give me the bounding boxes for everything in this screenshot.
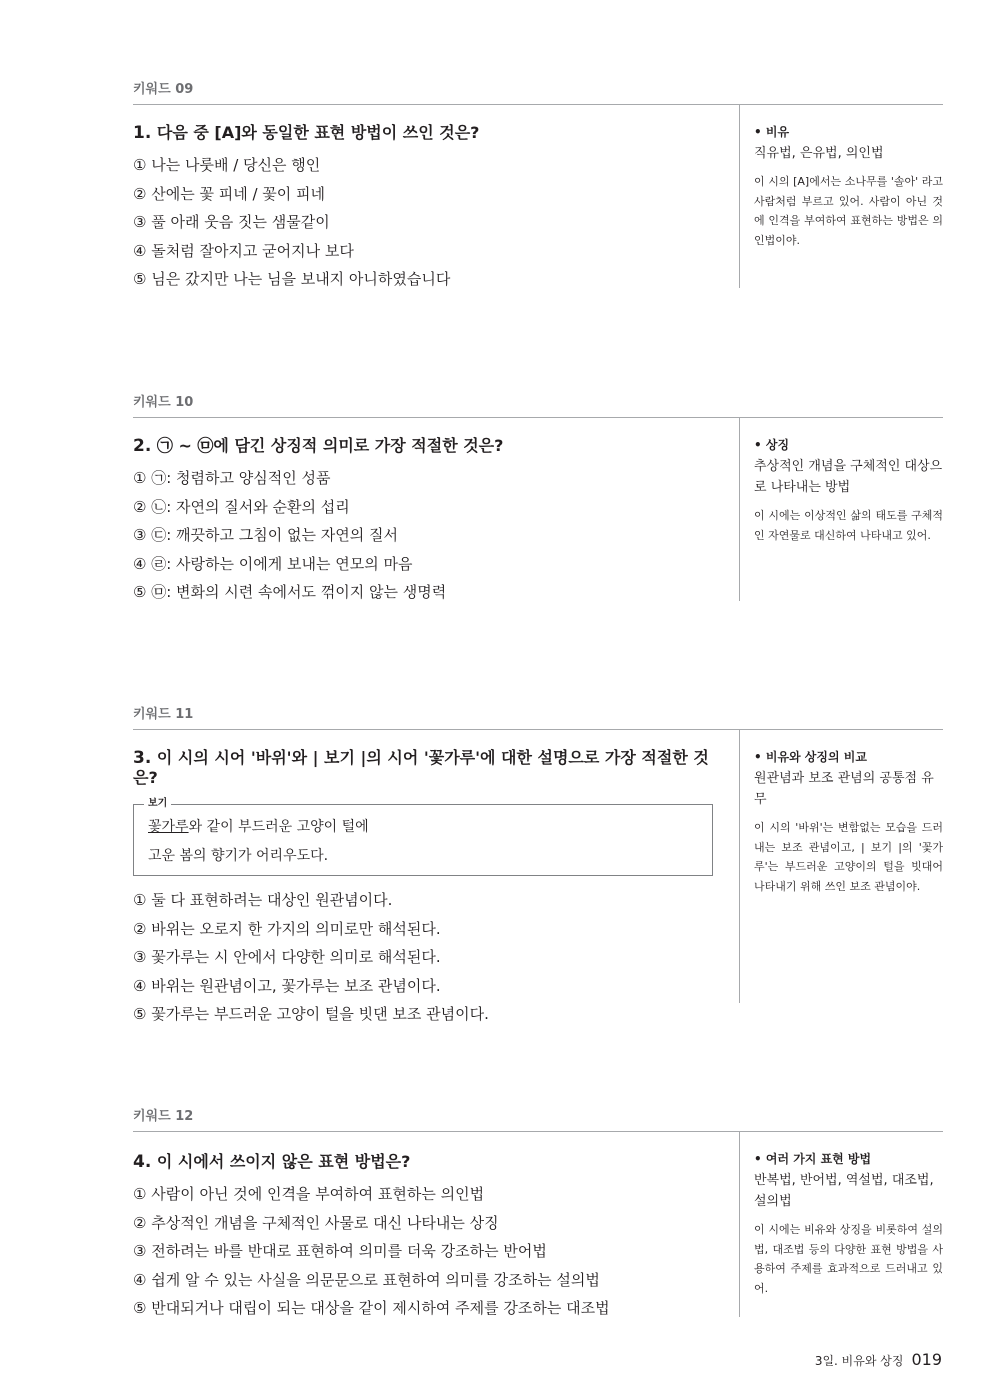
option-1[interactable]: ① 둘 다 표현하려는 대상인 원관념이다. bbox=[133, 891, 393, 909]
option-1[interactable]: ① 사람이 아닌 것에 인격을 부여하여 표현하는 의인법 bbox=[133, 1185, 485, 1203]
option-5[interactable]: ⑤ 꽃가루는 부드러운 고양이 털을 빗댄 보조 관념이다. bbox=[133, 1005, 489, 1023]
question-title bbox=[133, 1152, 733, 1172]
side-note-title: • 비유와 상징의 비교 bbox=[754, 750, 867, 764]
question-title bbox=[133, 436, 733, 456]
example-box-content bbox=[134, 805, 712, 871]
question-number: 4. bbox=[133, 1152, 152, 1172]
question-text: 이 시의 시어 '바위'와 | 보기 |의 시어 '꽃가루'에 대한 설명으로 가장 적절한 것은? bbox=[133, 748, 709, 787]
side-note-title: • 비유 bbox=[754, 125, 790, 139]
option-list bbox=[133, 1180, 733, 1323]
question-title bbox=[133, 748, 733, 788]
section-keyword-09 bbox=[133, 80, 943, 288]
underlined-word: 꽃가루 bbox=[148, 819, 189, 835]
side-note-panel bbox=[739, 418, 943, 601]
option-2[interactable]: ② 바위는 오로지 한 가지의 의미로만 해석된다. bbox=[133, 919, 441, 938]
option-2[interactable]: ② 산에는 꽃 피네 / 꽃이 피네 bbox=[133, 184, 326, 203]
side-note-text: 이 시에는 이상적인 삶의 태도를 구체적인 자연물로 대신하여 나타내고 있어. bbox=[754, 509, 943, 542]
example-line-2: 고운 봄의 향기가 어리우도다. bbox=[148, 848, 329, 864]
side-note-subtitle: 직유법, 은유법, 의인법 bbox=[754, 146, 884, 161]
example-line-1 bbox=[134, 813, 712, 842]
side-note-text: 이 시의 [A]에서는 소나무를 '솔아' 라고 사람처럼 부르고 있어. 사람이 아닌 것에 인격을 부여하여 표현하는 방법은 의인법이야. bbox=[754, 175, 943, 247]
question-number: 2. bbox=[133, 436, 152, 456]
option-list bbox=[133, 886, 733, 1029]
question-number: 1. bbox=[133, 123, 152, 143]
option-4[interactable]: ④ 쉽게 알 수 있는 사실을 의문문으로 표현하여 의미를 강조하는 설의법 bbox=[133, 1270, 600, 1289]
section-keyword-11 bbox=[133, 705, 943, 1023]
example-box bbox=[133, 798, 713, 876]
question-number: 3. bbox=[133, 748, 152, 768]
side-note-subtitle: 추상적인 개념을 구체적인 대상으로 나타내는 방법 bbox=[754, 459, 943, 495]
side-note-panel bbox=[739, 1132, 943, 1317]
page-number: 019 bbox=[911, 1350, 942, 1369]
question-title bbox=[133, 123, 733, 143]
example-line-1-rest: 와 같이 부드러운 고양이 털에 bbox=[188, 819, 369, 835]
option-2[interactable]: ② 추상적인 개념을 구체적인 사물로 대신 나타내는 상징 bbox=[133, 1213, 499, 1232]
option-3[interactable]: ③ 풀 아래 웃음 짓는 샘물같이 bbox=[133, 213, 330, 231]
side-note-text: 이 시에는 비유와 상징을 비롯하여 설의법, 대조법 등의 다양한 표현 방법을 사용하여 주제를 효과적으로 드러내고 있어. bbox=[754, 1223, 943, 1295]
question-main bbox=[133, 123, 733, 294]
chapter-label: 3일. 비유와 상징 bbox=[814, 1354, 904, 1368]
example-box-label: 보기 bbox=[144, 797, 171, 811]
question-text: 이 시에서 쓰이지 않은 표현 방법은? bbox=[156, 1152, 411, 1171]
option-3[interactable]: ③ ㉢: 깨끗하고 그침이 없는 자연의 질서 bbox=[133, 526, 398, 544]
question-main bbox=[133, 1152, 733, 1323]
option-4[interactable]: ④ 바위는 원관념이고, 꽃가루는 보조 관념이다. bbox=[133, 976, 441, 995]
side-note-title: • 상징 bbox=[754, 438, 790, 452]
section-keyword-10 bbox=[133, 393, 943, 601]
question-text: 다음 중 [A]와 동일한 표현 방법이 쓰인 것은? bbox=[156, 123, 480, 142]
question-text: ㉠ ~ ㉤에 담긴 상징적 의미로 가장 적절한 것은? bbox=[156, 436, 504, 455]
option-4[interactable]: ④ ㉣: 사랑하는 이에게 보내는 연모의 마음 bbox=[133, 554, 413, 573]
option-4[interactable]: ④ 돌처럼 잘아지고 굳어지나 보다 bbox=[133, 241, 354, 260]
keyword-label: 키워드 11 bbox=[133, 705, 943, 730]
option-list bbox=[133, 151, 733, 294]
option-3[interactable]: ③ 꽃가루는 시 안에서 다양한 의미로 해석된다. bbox=[133, 948, 441, 966]
side-note-panel bbox=[739, 105, 943, 288]
option-5[interactable]: ⑤ 님은 갔지만 나는 님을 보내지 아니하였습니다 bbox=[133, 270, 451, 288]
side-note-subtitle: 원관념과 보조 관념의 공통점 유무 bbox=[754, 771, 934, 807]
option-5[interactable]: ⑤ 반대되거나 대립이 되는 대상을 같이 제시하여 주제를 강조하는 대조법 bbox=[133, 1299, 610, 1317]
question-main bbox=[133, 748, 733, 1029]
keyword-label: 키워드 09 bbox=[133, 80, 943, 105]
option-3[interactable]: ③ 전하려는 바를 반대로 표현하여 의미를 더욱 강조하는 반어법 bbox=[133, 1242, 547, 1260]
option-2[interactable]: ② ㉡: 자연의 질서와 순환의 섭리 bbox=[133, 497, 350, 516]
side-note-title: • 여러 가지 표현 방법 bbox=[754, 1152, 872, 1166]
option-1[interactable]: ① ㉠: 청렴하고 양심적인 성품 bbox=[133, 469, 331, 487]
option-5[interactable]: ⑤ ㉤: 변화의 시련 속에서도 꺾이지 않는 생명력 bbox=[133, 583, 447, 601]
keyword-label: 키워드 10 bbox=[133, 393, 943, 418]
section-keyword-12 bbox=[133, 1107, 943, 1317]
side-note-panel bbox=[739, 730, 943, 1003]
page-footer bbox=[815, 1350, 942, 1369]
keyword-label: 키워드 12 bbox=[133, 1107, 943, 1132]
option-1[interactable]: ① 나는 나룻배 / 당신은 행인 bbox=[133, 156, 321, 174]
question-main bbox=[133, 436, 733, 607]
side-note-subtitle: 반복법, 반어법, 역설법, 대조법, 설의법 bbox=[754, 1173, 934, 1209]
option-list bbox=[133, 464, 733, 607]
side-note-text: 이 시의 '바위'는 변함없는 모습을 드러내는 보조 관념이고, | 보기 |의 '꽃가루'는 부드러운 고양이의 털을 빗대어 나타내기 위해 쓰인 보조 관념이야. bbox=[754, 821, 943, 893]
